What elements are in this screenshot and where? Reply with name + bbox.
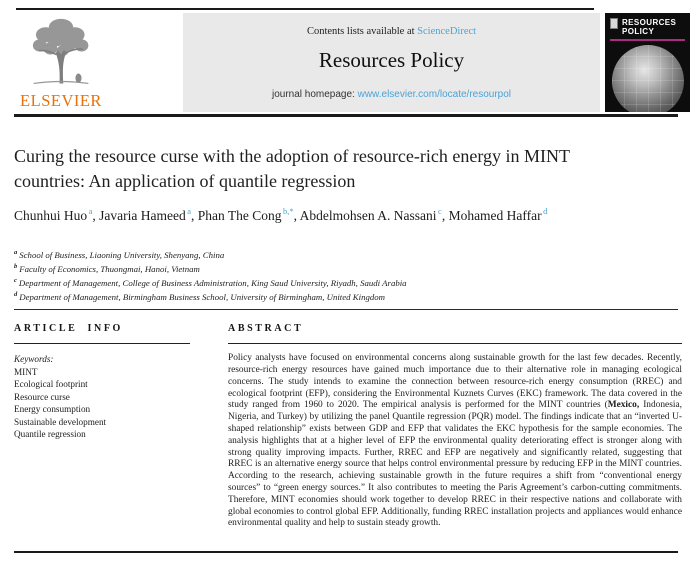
cover-globe-collage	[612, 45, 684, 112]
homepage-prefix: journal homepage:	[271, 89, 358, 100]
elsevier-wordmark: ELSEVIER	[20, 91, 102, 110]
abstract-rule	[228, 343, 682, 344]
keywords-block	[14, 353, 206, 441]
author-affiliation-link[interactable]: a	[187, 206, 192, 216]
affiliation-line: $^b$ Faculty of Economics, Thuongmai, Hanoi, Vietnam	[14, 262, 200, 274]
elsevier-tree-icon	[23, 15, 99, 85]
cover-elsevier-icon	[610, 18, 618, 29]
cover-subtitle-bar	[610, 39, 685, 41]
abstract-section	[228, 323, 682, 530]
journal-name: Resources Policy	[318, 48, 465, 72]
affiliation-line: $^c$ Department of Management, College of Business Administration, King Saud University, Riyadh, Saudi Arabia	[14, 276, 407, 288]
keyword-item: MINT	[14, 366, 38, 377]
author: Abdelmohsen A. Nassani $^c$,	[299, 206, 449, 223]
header-divider-rule	[14, 114, 678, 117]
keyword-item: Quantile regression	[14, 429, 86, 440]
author: Mohamed Haffar $^d$	[448, 206, 548, 223]
keyword-item: Sustainable development	[14, 416, 107, 427]
journal-cover-thumbnail	[605, 13, 690, 112]
abstract-bold-term: Mexico,	[607, 400, 640, 411]
author: Chunhui Huo $^a$,	[14, 206, 100, 223]
article-info-heading: ARTICLE INFO	[14, 323, 123, 334]
section-divider-rule	[14, 309, 678, 310]
keyword-item: Energy consumption	[14, 404, 91, 415]
homepage-line	[183, 89, 600, 100]
author-affiliation-link[interactable]: c	[438, 206, 442, 216]
cover-header	[605, 13, 690, 36]
journal-banner	[183, 13, 600, 112]
author-list	[14, 202, 614, 225]
author-affiliation-link[interactable]: b,*	[283, 206, 294, 216]
keyword-item: Resource curse	[14, 391, 70, 402]
cover-title: RESOURCES POLICY	[622, 18, 677, 36]
affiliation-line: $^d$ Department of Management, Birmingham Business School, University of Birmingham, United Kingdom	[14, 290, 386, 302]
abstract-heading: ABSTRACT	[228, 323, 304, 334]
article-info-rule	[14, 343, 190, 344]
page-bottom-rule	[14, 551, 678, 553]
author-affiliation-link[interactable]: a	[88, 206, 93, 216]
top-rule	[16, 8, 594, 10]
article-info-section	[14, 323, 206, 441]
contents-prefix: Contents lists available at	[306, 26, 418, 37]
author: Javaria Hameed $^a$,	[99, 206, 198, 223]
author: Phan The Cong $^{b,*}$,	[197, 206, 300, 223]
affiliation-list	[14, 247, 674, 303]
author-affiliation-link[interactable]: d	[543, 206, 548, 216]
abstract-text: Policy analysts have focused on environmental concerns along sustainable growth for the last few decades. Recently, resource-rich energy resources have gained much importance due to their alternative role in managing ecological concerns. The study intends to examine the connection between resource-rich energy consumption (RREC) and ecological footprint (EFP), considering the Environmental Kuznets Curves (EKC) framework. The data covered in the study ranged from 1960 to 2020. The empirical analysis is performed for the MINT countries (Mexico, Indonesia, Nigeria, and Turkey) by utilizing the panel Quantile regression (PQR) model. The findings indicate that an “inverted U-shaped relationship” exists between GDP and EFP that validates the EKC hypothesis for the sample economies. The analysis highlights that at a higher level of EFP the environmental quality deteriorating effect is stronger along with strong quality improving impacts. Further, RREC and EFP are negatively and significantly related, suggesting that RREC is an alternative energy source that helps control environmental pressure by reducing EFP in the MINT countries. According to the research, achieving sustainable growth in the future requires a shift from “conventional energy sources” to “green energy sources.” It also contributes to meeting the Paris Agreement’s carbon-cutting commitments. Therefore, MINT economies should work together to develop RREC in their respective nations and collaborate with global economies to control global EFP. Additionally, funding RREC installation projects and appliances would enhance environmental quality and help to sustain steady growth.	[228, 353, 682, 529]
keyword-item: Ecological footprint	[14, 379, 88, 390]
article-title: Curing the resource curse with the adoption of resource-rich energy in MINT countries: An application of quantile regression	[14, 146, 570, 191]
keywords-label: Keywords:	[14, 354, 54, 365]
sciencedirect-link[interactable]: ScienceDirect	[417, 26, 477, 37]
homepage-link[interactable]: www.elsevier.com/locate/resourpol	[357, 89, 512, 100]
affiliation-line: $^a$ School of Business, Liaoning University, Shenyang, China	[14, 249, 225, 260]
elsevier-logo	[8, 15, 114, 111]
contents-line	[183, 13, 600, 37]
